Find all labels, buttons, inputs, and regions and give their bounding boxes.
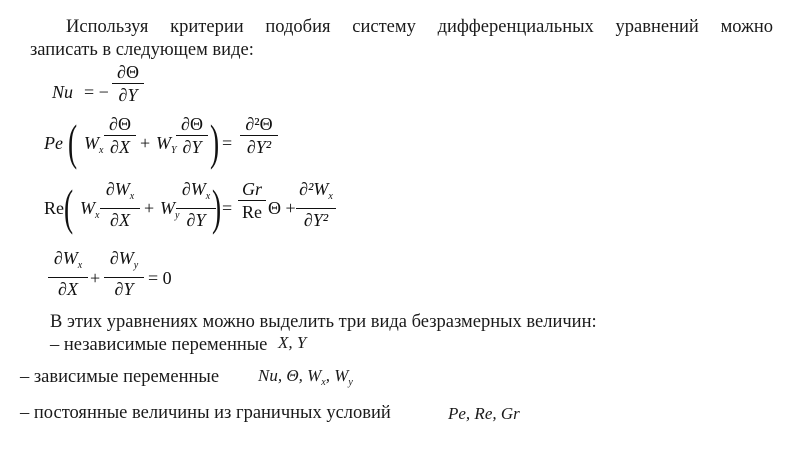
- eq4-fraction-1: $\partial W_x$ ∂X: [48, 248, 88, 299]
- eq3-fraction-1: $\partial W_x$ ∂X: [100, 179, 140, 230]
- independent-vars: X, Y: [278, 333, 307, 352]
- dependent-vars: Nu, Θ, $W_x$, $W_y$: [258, 366, 353, 388]
- intro-line-2: записать в следующем виде:: [30, 40, 254, 60]
- eq4-fraction-2: $\partial W_y$ ∂Y: [104, 248, 144, 299]
- eq3-fraction-4: $\partial^2W_x$ ∂Y²: [296, 179, 336, 230]
- eq1-fraction: [112, 62, 144, 105]
- eq2-fraction-3: ∂²Θ ∂Y²: [240, 114, 278, 157]
- eq1-lhs: Nu: [52, 82, 74, 102]
- eq2-w2: $W_Y$: [156, 133, 177, 156]
- dependent-vars-label: – зависимые переменные: [20, 367, 220, 387]
- eq3-fraction-2: $\partial W_x$ ∂Y: [176, 179, 216, 230]
- eq1-denominator: ∂Y: [118, 85, 138, 105]
- intro-paragraph: [30, 16, 773, 62]
- eq3-fraction-gr-re: Gr Re: [238, 179, 266, 222]
- intro-line-1: Используя критерии подобия систему дифференциальных уравнений можно: [66, 17, 773, 37]
- eq2-equals: =: [222, 133, 233, 153]
- eq3-coef: Re: [44, 198, 64, 218]
- constant-vars: Pe, Re, Gr: [448, 404, 520, 423]
- eq2-plus: +: [140, 133, 151, 153]
- eq2-coef: Pe: [44, 133, 63, 153]
- eq2-fraction-1: ∂Θ ∂X: [104, 114, 136, 157]
- eq1-numerator: ∂Θ: [117, 62, 139, 82]
- eq1-equals: = −: [84, 82, 109, 102]
- independent-vars-label: – независимые переменные: [50, 335, 268, 355]
- classification-heading: В этих уравнениях можно выделить три вида безразмерных величин:: [50, 312, 597, 332]
- eq2-fraction-2: ∂Θ ∂Y: [176, 114, 208, 157]
- constant-vars-label: – постоянные величины из граничных условий: [20, 403, 391, 423]
- eq2-w1: $W_x$: [84, 133, 104, 156]
